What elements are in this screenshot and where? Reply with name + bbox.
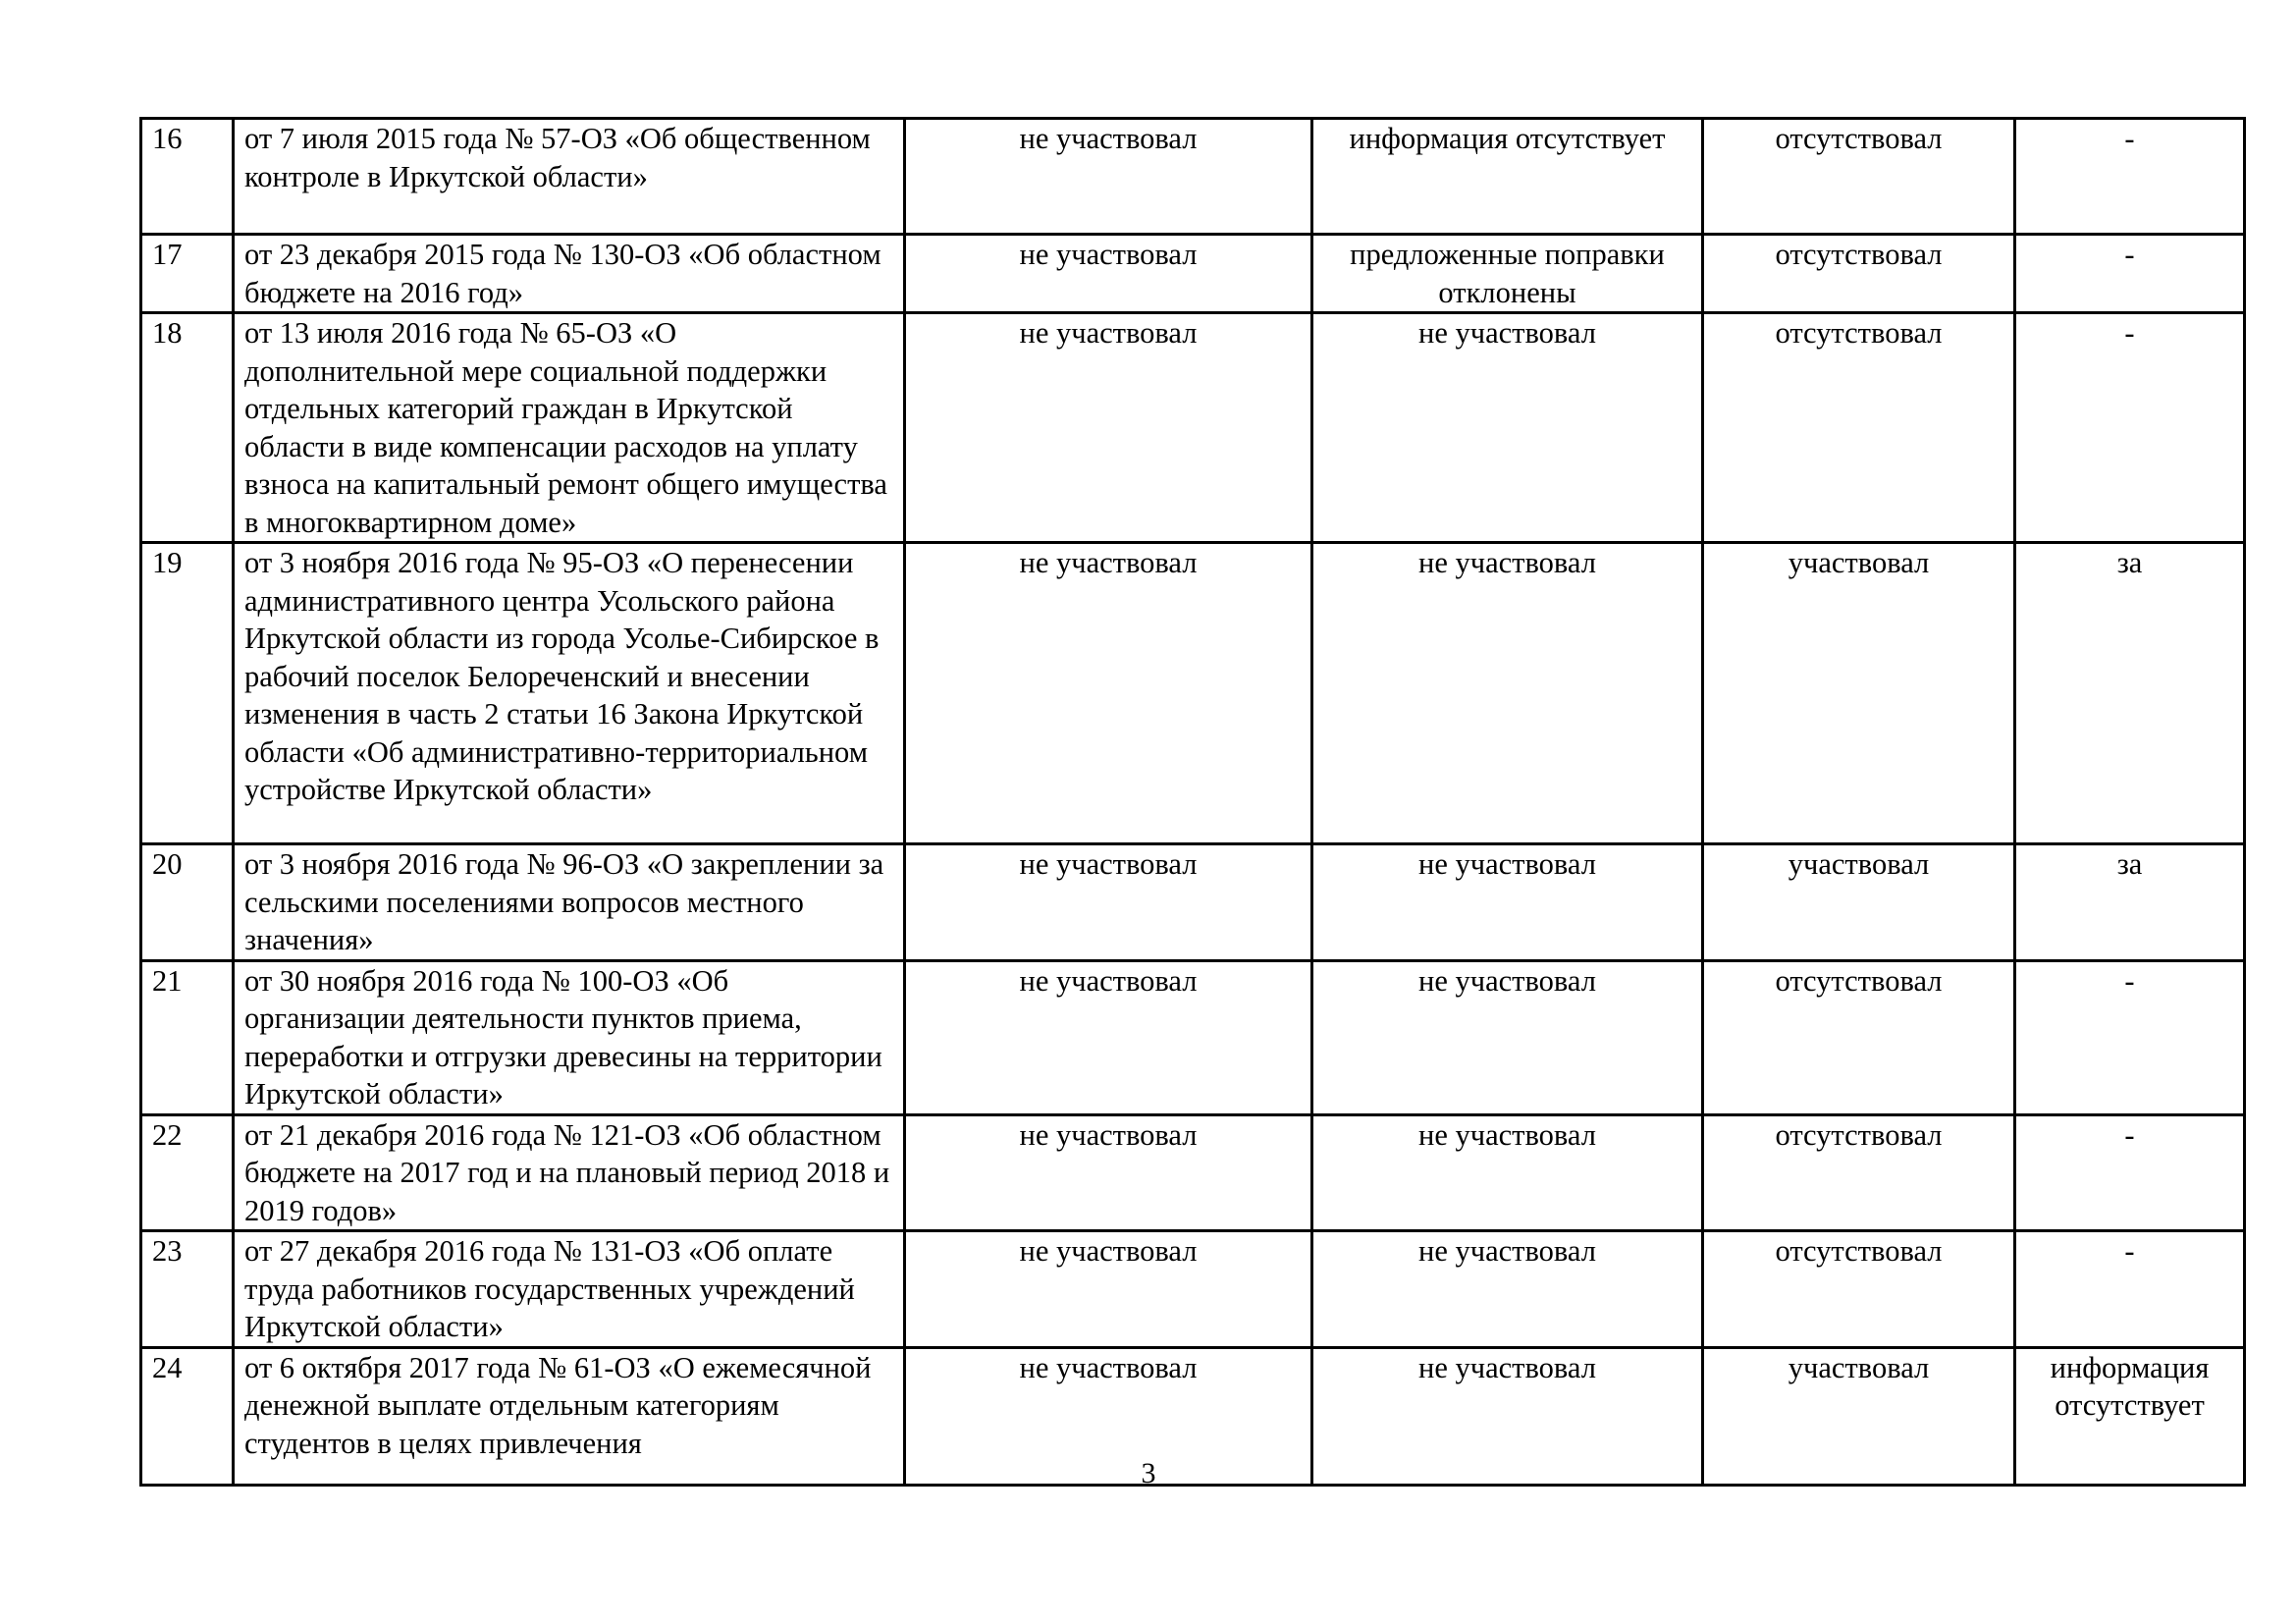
law-title: от 21 декабря 2016 года № 121-ОЗ «Об областном бюджете на 2017 год и на плановый период 2018 и 2019 годов»	[234, 1114, 905, 1231]
row-number: 20	[141, 844, 234, 961]
cell-col3: не участвовал	[905, 1231, 1312, 1348]
cell-col5: отсутствовал	[1703, 1231, 2015, 1348]
cell-col6: -	[2015, 119, 2245, 235]
cell-col3: не участвовал	[905, 119, 1312, 235]
row-number: 22	[141, 1114, 234, 1231]
cell-col3: не участвовал	[905, 1114, 1312, 1231]
row-number: 23	[141, 1231, 234, 1348]
table-row	[141, 119, 2245, 235]
cell-col5: участвовал	[1703, 1347, 2015, 1485]
cell-col5: отсутствовал	[1703, 119, 2015, 235]
cell-col5: отсутствовал	[1703, 313, 2015, 543]
page-number: 3	[1141, 1457, 1156, 1489]
table-row	[141, 960, 2245, 1114]
cell-col6: -	[2015, 1231, 2245, 1348]
cell-col4: не участвовал	[1312, 1231, 1703, 1348]
cell-col5: участвовал	[1703, 844, 2015, 961]
cell-col6: за	[2015, 543, 2245, 844]
cell-col3: не участвовал	[905, 313, 1312, 543]
law-title: от 27 декабря 2016 года № 131-ОЗ «Об оплате труда работников государственных учреждений Иркутской области»	[234, 1231, 905, 1348]
law-title: от 3 ноября 2016 года № 95-ОЗ «О перенесении административного центра Усольского района Иркутской области из города Усолье-Сибирское в рабочий поселок Белореченский и внесении изменения в часть 2 статьи 16 Закона Иркутской области «Об административно-территориальном устройстве Иркутской области»	[234, 543, 905, 844]
table-row	[141, 235, 2245, 313]
row-number: 19	[141, 543, 234, 844]
law-title: от 30 ноября 2016 года № 100-ОЗ «Об организации деятельности пунктов приема, переработки и отгрузки древесины на территории Иркутской области»	[234, 960, 905, 1114]
cell-col3: не участвовал	[905, 960, 1312, 1114]
row-number: 16	[141, 119, 234, 235]
law-title: от 6 октября 2017 года № 61-ОЗ «О ежемесячной денежной выплате отдельным категориям студентов в целях привлечения	[234, 1347, 905, 1485]
cell-col4: не участвовал	[1312, 313, 1703, 543]
law-title: от 7 июля 2015 года № 57-ОЗ «Об общественном контроле в Иркутской области»	[234, 119, 905, 235]
cell-col4: не участвовал	[1312, 960, 1703, 1114]
law-title: от 13 июля 2016 года № 65-ОЗ «О дополнительной мере социальной поддержки отдельных категорий граждан в Иркутской области в виде компенсации расходов на уплату взноса на капитальный ремонт общего имущества в многоквартирном доме»	[234, 313, 905, 543]
law-title: от 3 ноября 2016 года № 96-ОЗ «О закреплении за сельскими поселениями вопросов местного значения»	[234, 844, 905, 961]
table-row	[141, 1114, 2245, 1231]
cell-col6: -	[2015, 1114, 2245, 1231]
cell-col6: -	[2015, 960, 2245, 1114]
cell-col5: отсутствовал	[1703, 1114, 2015, 1231]
laws-participation-table	[139, 117, 2246, 1487]
table-row	[141, 844, 2245, 961]
cell-col4: не участвовал	[1312, 844, 1703, 961]
cell-col4: не участвовал	[1312, 1347, 1703, 1485]
row-number: 17	[141, 235, 234, 313]
cell-col4: не участвовал	[1312, 543, 1703, 844]
cell-col6: информация отсутствует	[2015, 1347, 2245, 1485]
cell-col4: предложенные поправки отклонены	[1312, 235, 1703, 313]
table-row	[141, 543, 2245, 844]
cell-col4: не участвовал	[1312, 1114, 1703, 1231]
cell-col5: отсутствовал	[1703, 235, 2015, 313]
table-row	[141, 1231, 2245, 1348]
cell-col4: информация отсутствует	[1312, 119, 1703, 235]
cell-col6: -	[2015, 313, 2245, 543]
cell-col5: участвовал	[1703, 543, 2015, 844]
cell-col6: за	[2015, 844, 2245, 961]
law-title: от 23 декабря 2015 года № 130-ОЗ «Об областном бюджете на 2016 год»	[234, 235, 905, 313]
cell-col3: не участвовал	[905, 844, 1312, 961]
row-number: 21	[141, 960, 234, 1114]
row-number: 24	[141, 1347, 234, 1485]
cell-col6: -	[2015, 235, 2245, 313]
cell-col3: не участвовал	[905, 543, 1312, 844]
table-row	[141, 313, 2245, 543]
cell-col3: не участвовал	[905, 235, 1312, 313]
cell-col3: не участвовал	[905, 1347, 1312, 1485]
cell-col5: отсутствовал	[1703, 960, 2015, 1114]
row-number: 18	[141, 313, 234, 543]
